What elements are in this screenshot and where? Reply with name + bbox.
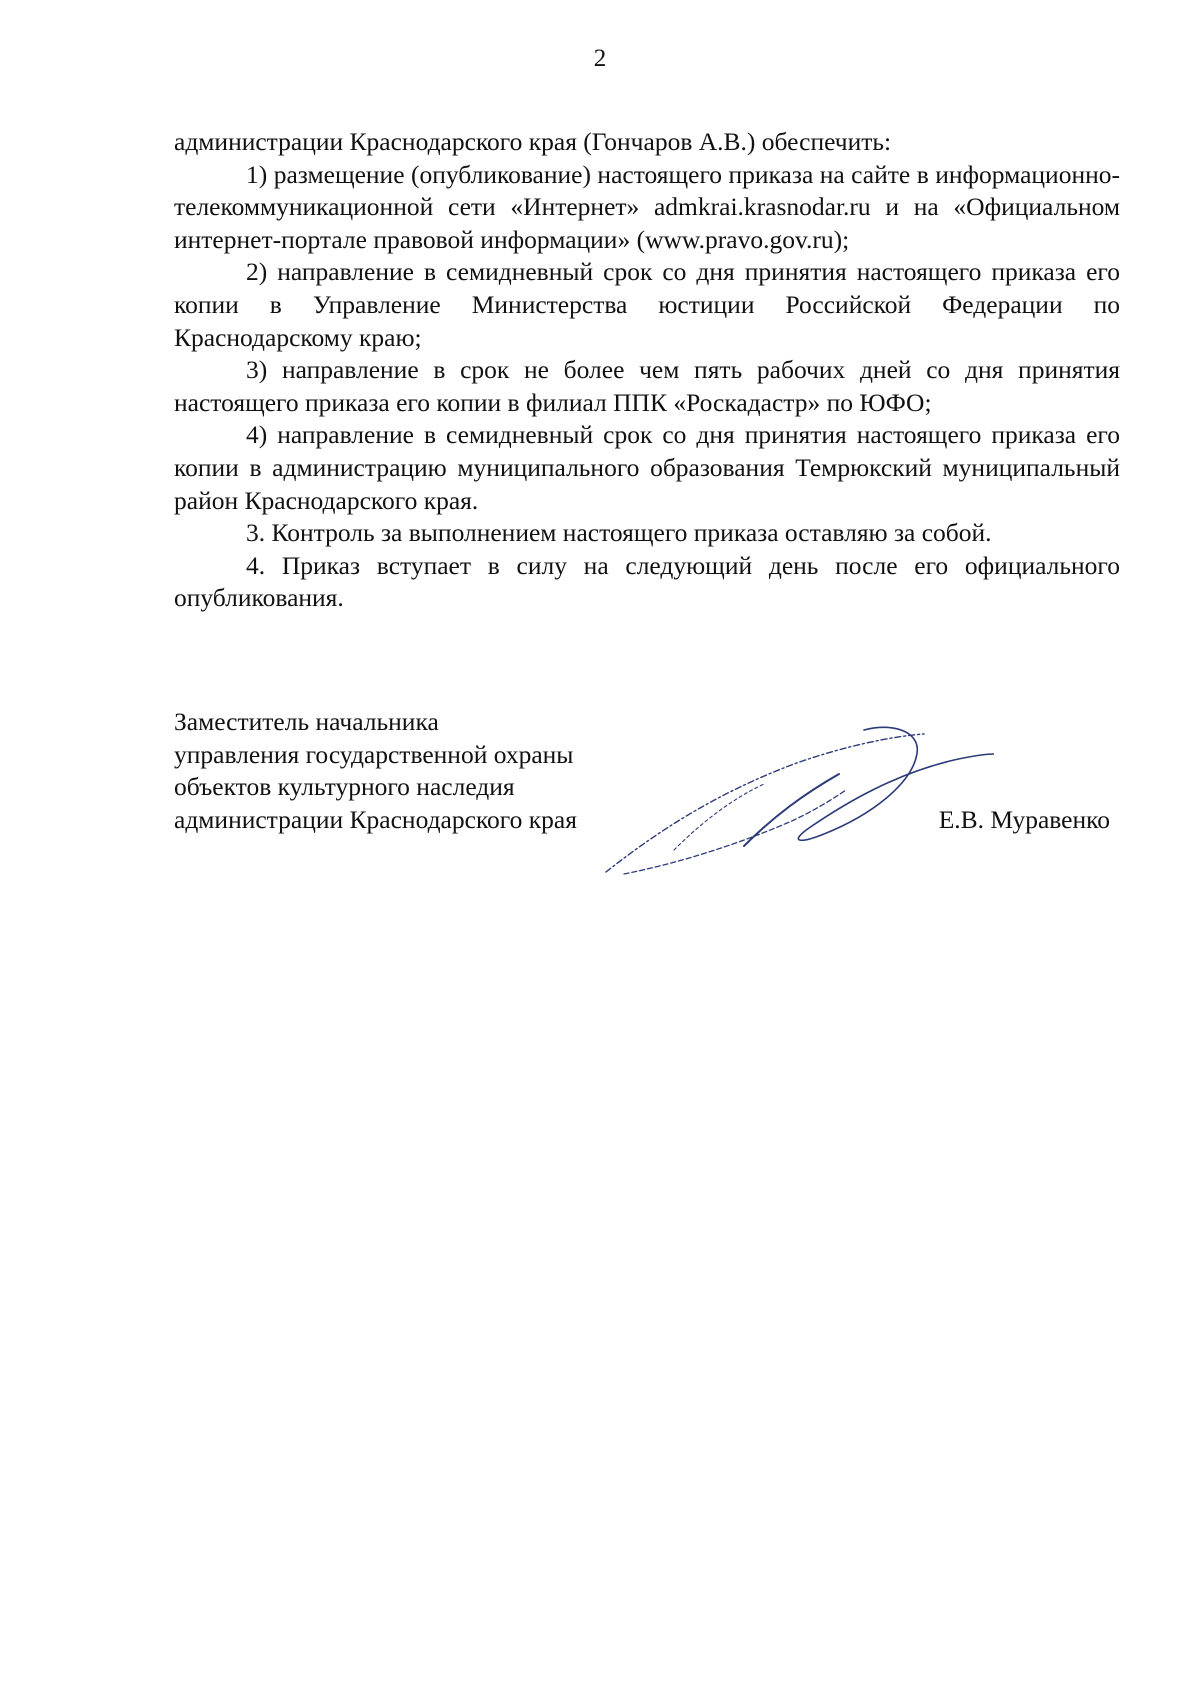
page-number: 2 (593, 45, 607, 72)
paragraph-effective: 4. Приказ вступает в силу на следующий день после его официального опубликования. (174, 550, 1120, 613)
signer-position (174, 706, 577, 836)
signer-position-line: Заместитель начальника (174, 707, 439, 736)
signature-stroke (624, 790, 846, 874)
signer-position-line: управления государственной охраны (174, 739, 574, 769)
paragraph-continuation: администрации Краснодарского края (Гончаров А.В.) обеспечить: (174, 127, 892, 156)
paragraph-control: 3. Контроль за выполнением настоящего приказа оставляю за собой. (246, 518, 992, 548)
document-body (174, 126, 1120, 615)
signer-position-line: объектов культурного наследия (174, 772, 515, 802)
signature-stroke (606, 734, 924, 872)
signer-position-line: администрации Краснодарского края (174, 804, 577, 834)
paragraph-item-4: 4) направление в семидневный срок со дня принятия настоящего приказа его копии в администрацию муниципального образования Темрюкский муниципальный район Краснодарского края. (174, 420, 1120, 515)
signature-block (174, 706, 1120, 886)
paragraph-item-3: 3) направление в срок не более чем пять рабочих дней со дня принятия настоящего приказа его копии в филиал ППК «Роскадастр» по ЮФО; (174, 355, 1120, 417)
signer-name: Е.В. Муравенко (938, 805, 1110, 834)
paragraph-item-1: 1) размещение (опубликование) настоящего приказа на сайте в информационно-телекоммуникационной сети «Интернет» admkrai.krasnodar.ru и на «Официальном интернет-портале правовой информации» (www.pravo.gov.ru); (174, 159, 1120, 254)
handwritten-signature (594, 724, 994, 884)
paragraph-item-2: 2) направление в семидневный срок со дня принятия настоящего приказа его копии в Управление Министерства юстиции Российской Федерации по Краснодарскому краю; (174, 257, 1120, 352)
